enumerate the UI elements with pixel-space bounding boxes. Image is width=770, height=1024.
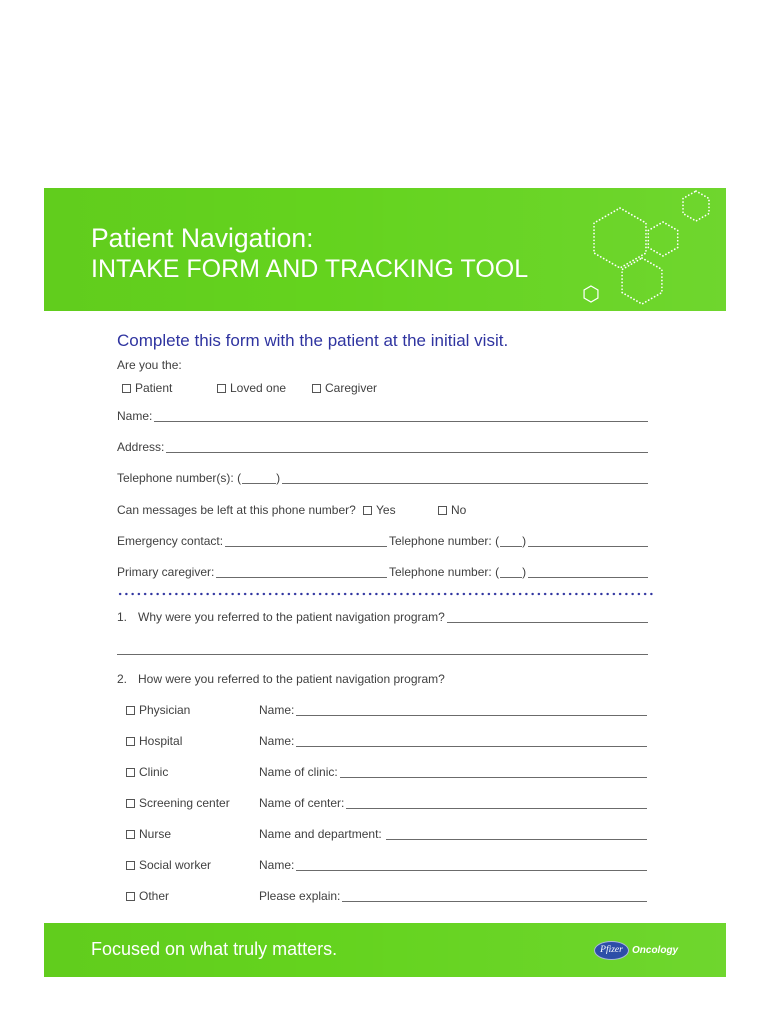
checkbox-icon[interactable] [363, 506, 372, 515]
hexagon-shape [622, 258, 662, 304]
nurse-name-department-field[interactable] [386, 826, 647, 840]
role-option-caregiver[interactable] [312, 380, 377, 396]
referral-option-physician[interactable] [126, 702, 190, 718]
referral-detail [259, 857, 647, 873]
messages-option-no[interactable] [438, 502, 466, 518]
checkbox-icon[interactable] [126, 737, 135, 746]
title-line-2: INTAKE FORM AND TRACKING TOOL [91, 255, 529, 283]
referral-option-label: Nurse [139, 827, 172, 841]
question-number: 2. [117, 672, 128, 686]
name-label: Name: [117, 409, 153, 423]
primary-caregiver-field[interactable] [216, 564, 387, 578]
footer-tagline: Focused on what truly matters. [91, 939, 338, 959]
logo-division: Oncology [632, 944, 679, 956]
messages-option-yes[interactable] [363, 502, 396, 518]
referral-detail-label: Name of clinic: [259, 765, 338, 779]
question-1-answer-field[interactable] [447, 609, 648, 623]
logo-brand: Pfizer [600, 945, 623, 955]
referral-option-row [117, 795, 648, 811]
role-options [117, 380, 648, 396]
referral-detail-label: Name: [259, 734, 295, 748]
referral-option-row [117, 702, 648, 718]
referral-option-row [117, 733, 648, 749]
referral-detail-label: Name of center: [259, 796, 345, 810]
referral-option-other[interactable] [126, 888, 169, 904]
referral-option-label: Social worker [139, 858, 212, 872]
emergency-contact-label: Emergency contact: [117, 534, 224, 548]
referral-option-row [117, 888, 648, 904]
primary-caregiver-row [117, 564, 648, 580]
referral-detail-label: Name: [259, 703, 295, 717]
checkbox-icon[interactable] [126, 799, 135, 808]
title-line-1: Patient Navigation: [91, 223, 314, 253]
header-banner [44, 188, 726, 311]
form-instruction: Complete this form with the patient at the initial visit. [117, 331, 509, 350]
page-title [91, 223, 528, 285]
checkbox-icon[interactable] [312, 384, 321, 393]
checkbox-icon[interactable] [122, 384, 131, 393]
dotted-divider [117, 592, 654, 596]
clinic-name-field[interactable] [340, 764, 647, 778]
emergency-area-code-field[interactable] [500, 533, 522, 547]
referral-detail-label: Name: [259, 858, 295, 872]
referral-detail [259, 764, 647, 780]
telephone-row [117, 470, 648, 486]
referral-option-label: Clinic [139, 765, 169, 779]
referral-detail [259, 733, 647, 749]
referral-option-label: Screening center [139, 796, 230, 810]
telephone-number-label: Telephone number: ( [389, 534, 500, 548]
checkbox-icon[interactable] [126, 892, 135, 901]
question-1-answer-field-continued[interactable] [117, 641, 648, 655]
referral-option-label: Hospital [139, 734, 183, 748]
role-option-loved-one[interactable] [217, 380, 286, 396]
emergency-telephone-field[interactable] [528, 533, 648, 547]
referral-option-clinic[interactable] [126, 764, 168, 780]
emergency-telephone-group [389, 533, 648, 549]
other-explanation-field[interactable] [342, 888, 647, 902]
hexagon-shape [584, 286, 598, 302]
checkbox-icon[interactable] [438, 506, 447, 515]
role-option-patient[interactable] [122, 380, 172, 396]
referral-option-screening-center[interactable] [126, 795, 230, 811]
emergency-contact-row [117, 533, 648, 549]
referral-detail [259, 826, 647, 842]
referral-detail-label: Please explain: [259, 889, 341, 903]
checkbox-icon[interactable] [217, 384, 226, 393]
referral-option-social-worker[interactable] [126, 857, 211, 873]
messages-option-label: No [451, 503, 467, 517]
emergency-contact-name-group [117, 533, 387, 549]
hexagon-shape [648, 222, 677, 256]
pfizer-logo-oval [594, 941, 629, 960]
question-2 [117, 671, 648, 687]
checkbox-icon[interactable] [126, 768, 135, 777]
primary-caregiver-name-group [117, 564, 387, 580]
role-option-label: Loved one [230, 381, 287, 395]
role-question-row [117, 357, 648, 373]
checkbox-icon[interactable] [126, 861, 135, 870]
referral-option-row [117, 826, 648, 842]
address-field[interactable] [166, 439, 648, 453]
pfizer-logo-icon [594, 940, 678, 960]
primary-caregiver-label: Primary caregiver: [117, 565, 215, 579]
messages-row [117, 502, 648, 518]
question-number: 1. [117, 610, 128, 624]
referral-option-row [117, 857, 648, 873]
messages-option-label: Yes [376, 503, 396, 517]
role-option-label: Caregiver [325, 381, 378, 395]
telephone-field[interactable] [282, 470, 648, 484]
question-text: How were you referred to the patient navigation program? [138, 672, 445, 686]
paren-close: ) [522, 565, 527, 579]
referral-detail [259, 795, 647, 811]
paren-close: ) [522, 534, 527, 548]
physician-name-field[interactable] [296, 702, 647, 716]
question-text: Why were you referred to the patient navigation program? [138, 610, 445, 624]
caregiver-telephone-group [389, 564, 648, 580]
social-worker-name-field[interactable] [296, 857, 647, 871]
checkbox-icon[interactable] [126, 830, 135, 839]
referral-option-row [117, 764, 648, 780]
referral-option-label: Other [139, 889, 170, 903]
hexagon-shape [594, 208, 646, 268]
hexagon-shape [683, 191, 709, 221]
referral-detail [259, 702, 647, 718]
hospital-name-field[interactable] [296, 733, 647, 747]
question-1 [117, 609, 648, 625]
name-row [117, 408, 648, 424]
role-option-label: Patient [135, 381, 173, 395]
footer-banner [44, 923, 726, 977]
paren-close: ) [276, 471, 281, 485]
question-1-continued [117, 641, 648, 657]
checkbox-icon[interactable] [126, 706, 135, 715]
role-question: Are you the: [117, 358, 182, 372]
caregiver-area-code-field[interactable] [500, 564, 522, 578]
center-name-field[interactable] [346, 795, 647, 809]
telephone-number-label: Telephone number: ( [389, 565, 500, 579]
referral-detail [259, 888, 647, 904]
address-row [117, 439, 648, 455]
messages-question: Can messages be left at this phone number? [117, 503, 356, 517]
referral-option-nurse[interactable] [126, 826, 171, 842]
telephone-label: Telephone number(s): ( [117, 471, 242, 485]
name-field[interactable] [154, 408, 648, 422]
emergency-contact-field[interactable] [225, 533, 387, 547]
referral-detail-label: Name and department: [259, 827, 382, 841]
address-label: Address: [117, 440, 165, 454]
caregiver-telephone-field[interactable] [528, 564, 648, 578]
referral-option-label: Physician [139, 703, 191, 717]
referral-option-hospital[interactable] [126, 733, 182, 749]
area-code-field[interactable] [242, 470, 276, 484]
